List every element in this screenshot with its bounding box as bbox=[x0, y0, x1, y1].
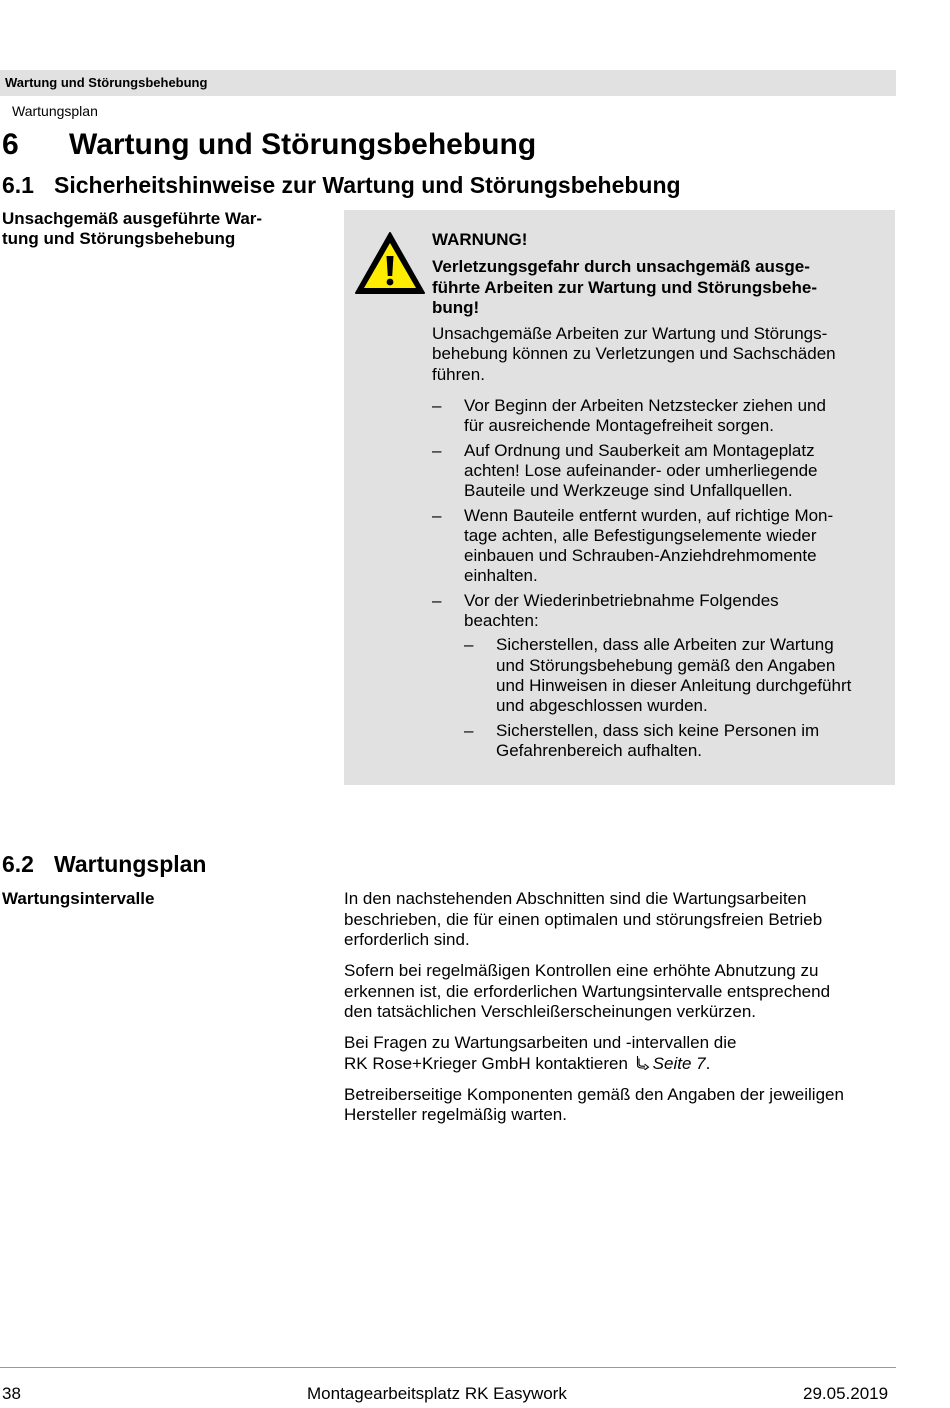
paragraph bbox=[344, 889, 896, 951]
running-header-section: Wartungsplan bbox=[12, 103, 98, 119]
consequence-line: führen. bbox=[432, 364, 485, 384]
list-item-line: und Hinweisen in dieser Anleitung durchgeführt bbox=[496, 675, 852, 695]
list-item-line: einbauen und Schrauben-Anziehdrehmomente bbox=[464, 546, 817, 566]
hazard-line: Verletzungsgefahr durch unsachgemäß ausge- bbox=[432, 257, 810, 277]
list-item-line: Gefahrenbereich aufhalten. bbox=[496, 740, 703, 760]
paragraph bbox=[344, 1033, 896, 1074]
warning-triangle-icon bbox=[354, 230, 426, 296]
list-item-line: – Vor Beginn der Arbeiten Netzstecker ziehen und bbox=[464, 396, 826, 416]
side-label-maintenance-intervals: Wartungsintervalle bbox=[2, 889, 155, 908]
list-item bbox=[432, 441, 887, 502]
list-item bbox=[432, 396, 887, 437]
list-item-line: beachten: bbox=[464, 611, 539, 631]
paragraph-line: erforderlich sind. bbox=[344, 930, 470, 949]
list-item bbox=[432, 591, 887, 761]
list-item-line: tage achten, alle Befestigungselemente wieder bbox=[464, 525, 817, 545]
section-heading-6-2 bbox=[2, 851, 206, 878]
side-label-line: tung und Störungsbehebung bbox=[2, 229, 236, 248]
list-item-line: Bauteile und Werkzeuge sind Unfallquellen. bbox=[464, 481, 793, 501]
paragraph-line: Bei Fragen zu Wartungsarbeiten und -intervallen die bbox=[344, 1033, 737, 1052]
contact-text: RK Rose+Krieger GmbH kontaktieren bbox=[344, 1053, 628, 1073]
list-item-line: einhalten. bbox=[464, 566, 538, 586]
list-item-line: – Wenn Bauteile entfernt wurden, auf richtige Mon- bbox=[464, 505, 834, 525]
paragraph-line: Betreiberseitige Komponenten gemäß den Angaben der jeweiligen bbox=[344, 1084, 844, 1104]
paragraph bbox=[344, 1085, 896, 1126]
footer-rule bbox=[0, 1367, 896, 1368]
sub-list-item bbox=[464, 721, 887, 762]
section-heading-6-1 bbox=[2, 172, 681, 199]
warning-signal-word: WARNUNG! bbox=[432, 230, 528, 249]
footer-document-title: Montagearbeitsplatz RK Easywork bbox=[307, 1384, 567, 1403]
side-label-line: Unsachgemäß ausgeführte War- bbox=[2, 209, 263, 228]
side-label-improper-maintenance bbox=[2, 209, 262, 249]
list-item bbox=[432, 506, 887, 587]
footer-page-number: 38 bbox=[2, 1384, 21, 1403]
sub-list-item bbox=[464, 635, 887, 716]
consequence-line: behebung können zu Verletzungen und Sachschäden bbox=[432, 344, 836, 364]
hazard-line: bung! bbox=[432, 297, 480, 317]
paragraph bbox=[344, 961, 896, 1023]
footer-date: 29.05.2019 bbox=[803, 1384, 889, 1403]
paragraph-line bbox=[344, 1054, 896, 1075]
list-item-line: und abgeschlossen wurden. bbox=[496, 696, 708, 716]
section-title: Wartungsplan bbox=[54, 851, 207, 877]
paragraph-line: In den nachstehenden Abschnitten sind die Wartungsarbeiten bbox=[344, 889, 807, 908]
running-header-bar bbox=[0, 70, 896, 96]
paragraph-line: den tatsächlichen Verschleißerscheinungen verkürzen. bbox=[344, 1002, 757, 1021]
list-item-line: achten! Lose aufeinander- oder umherliegende bbox=[464, 460, 818, 480]
paragraph-line: beschrieben, die für einen optimalen und störungsfreien Betrieb bbox=[344, 909, 823, 929]
hazard-line: führte Arbeiten zur Wartung und Störungsbehe- bbox=[432, 277, 817, 297]
paragraph-line: Hersteller regelmäßig warten. bbox=[344, 1105, 567, 1124]
list-item-line: für ausreichende Montagefreiheit sorgen. bbox=[464, 416, 774, 436]
warning-sub-list bbox=[464, 635, 887, 761]
warning-content bbox=[432, 230, 887, 765]
warning-box bbox=[344, 210, 895, 785]
list-item-line: – Sicherstellen, dass sich keine Personen im bbox=[496, 720, 820, 740]
cross-reference-link[interactable]: Seite 7 bbox=[652, 1053, 706, 1073]
warning-hazard bbox=[432, 257, 887, 318]
running-header-chapter: Wartung und Störungsbehebung bbox=[5, 75, 208, 90]
paragraph-line: erkennen ist, die erforderlichen Wartungsintervalle entsprechend bbox=[344, 981, 831, 1001]
list-item-line: – Sicherstellen, dass alle Arbeiten zur Wartung bbox=[496, 635, 834, 655]
list-item-line: – Vor der Wiederinbetriebnahme Folgendes bbox=[464, 590, 779, 610]
section-number: 6.2 bbox=[2, 851, 34, 877]
warning-measures-list bbox=[432, 396, 887, 761]
list-item-line: und Störungsbehebung gemäß den Angaben bbox=[496, 655, 836, 675]
chapter-number: 6 bbox=[2, 128, 19, 161]
chapter-title: Wartung und Störungsbehebung bbox=[69, 128, 537, 161]
cross-reference-arrow-icon bbox=[635, 1055, 650, 1070]
consequence-line: Unsachgemäße Arbeiten zur Wartung und Störungs- bbox=[432, 324, 828, 344]
list-item-line: – Auf Ordnung und Sauberkeit am Montageplatz bbox=[464, 440, 815, 460]
sentence-end: . bbox=[705, 1053, 711, 1073]
section-number: 6.1 bbox=[2, 172, 34, 198]
chapter-heading bbox=[2, 128, 536, 162]
paragraph-line: Sofern bei regelmäßigen Kontrollen eine erhöhte Abnutzung zu bbox=[344, 961, 819, 980]
warning-consequence bbox=[432, 324, 887, 385]
maintenance-plan-body bbox=[344, 889, 896, 1136]
section-title: Sicherheitshinweise zur Wartung und Störungsbehebung bbox=[54, 172, 681, 198]
